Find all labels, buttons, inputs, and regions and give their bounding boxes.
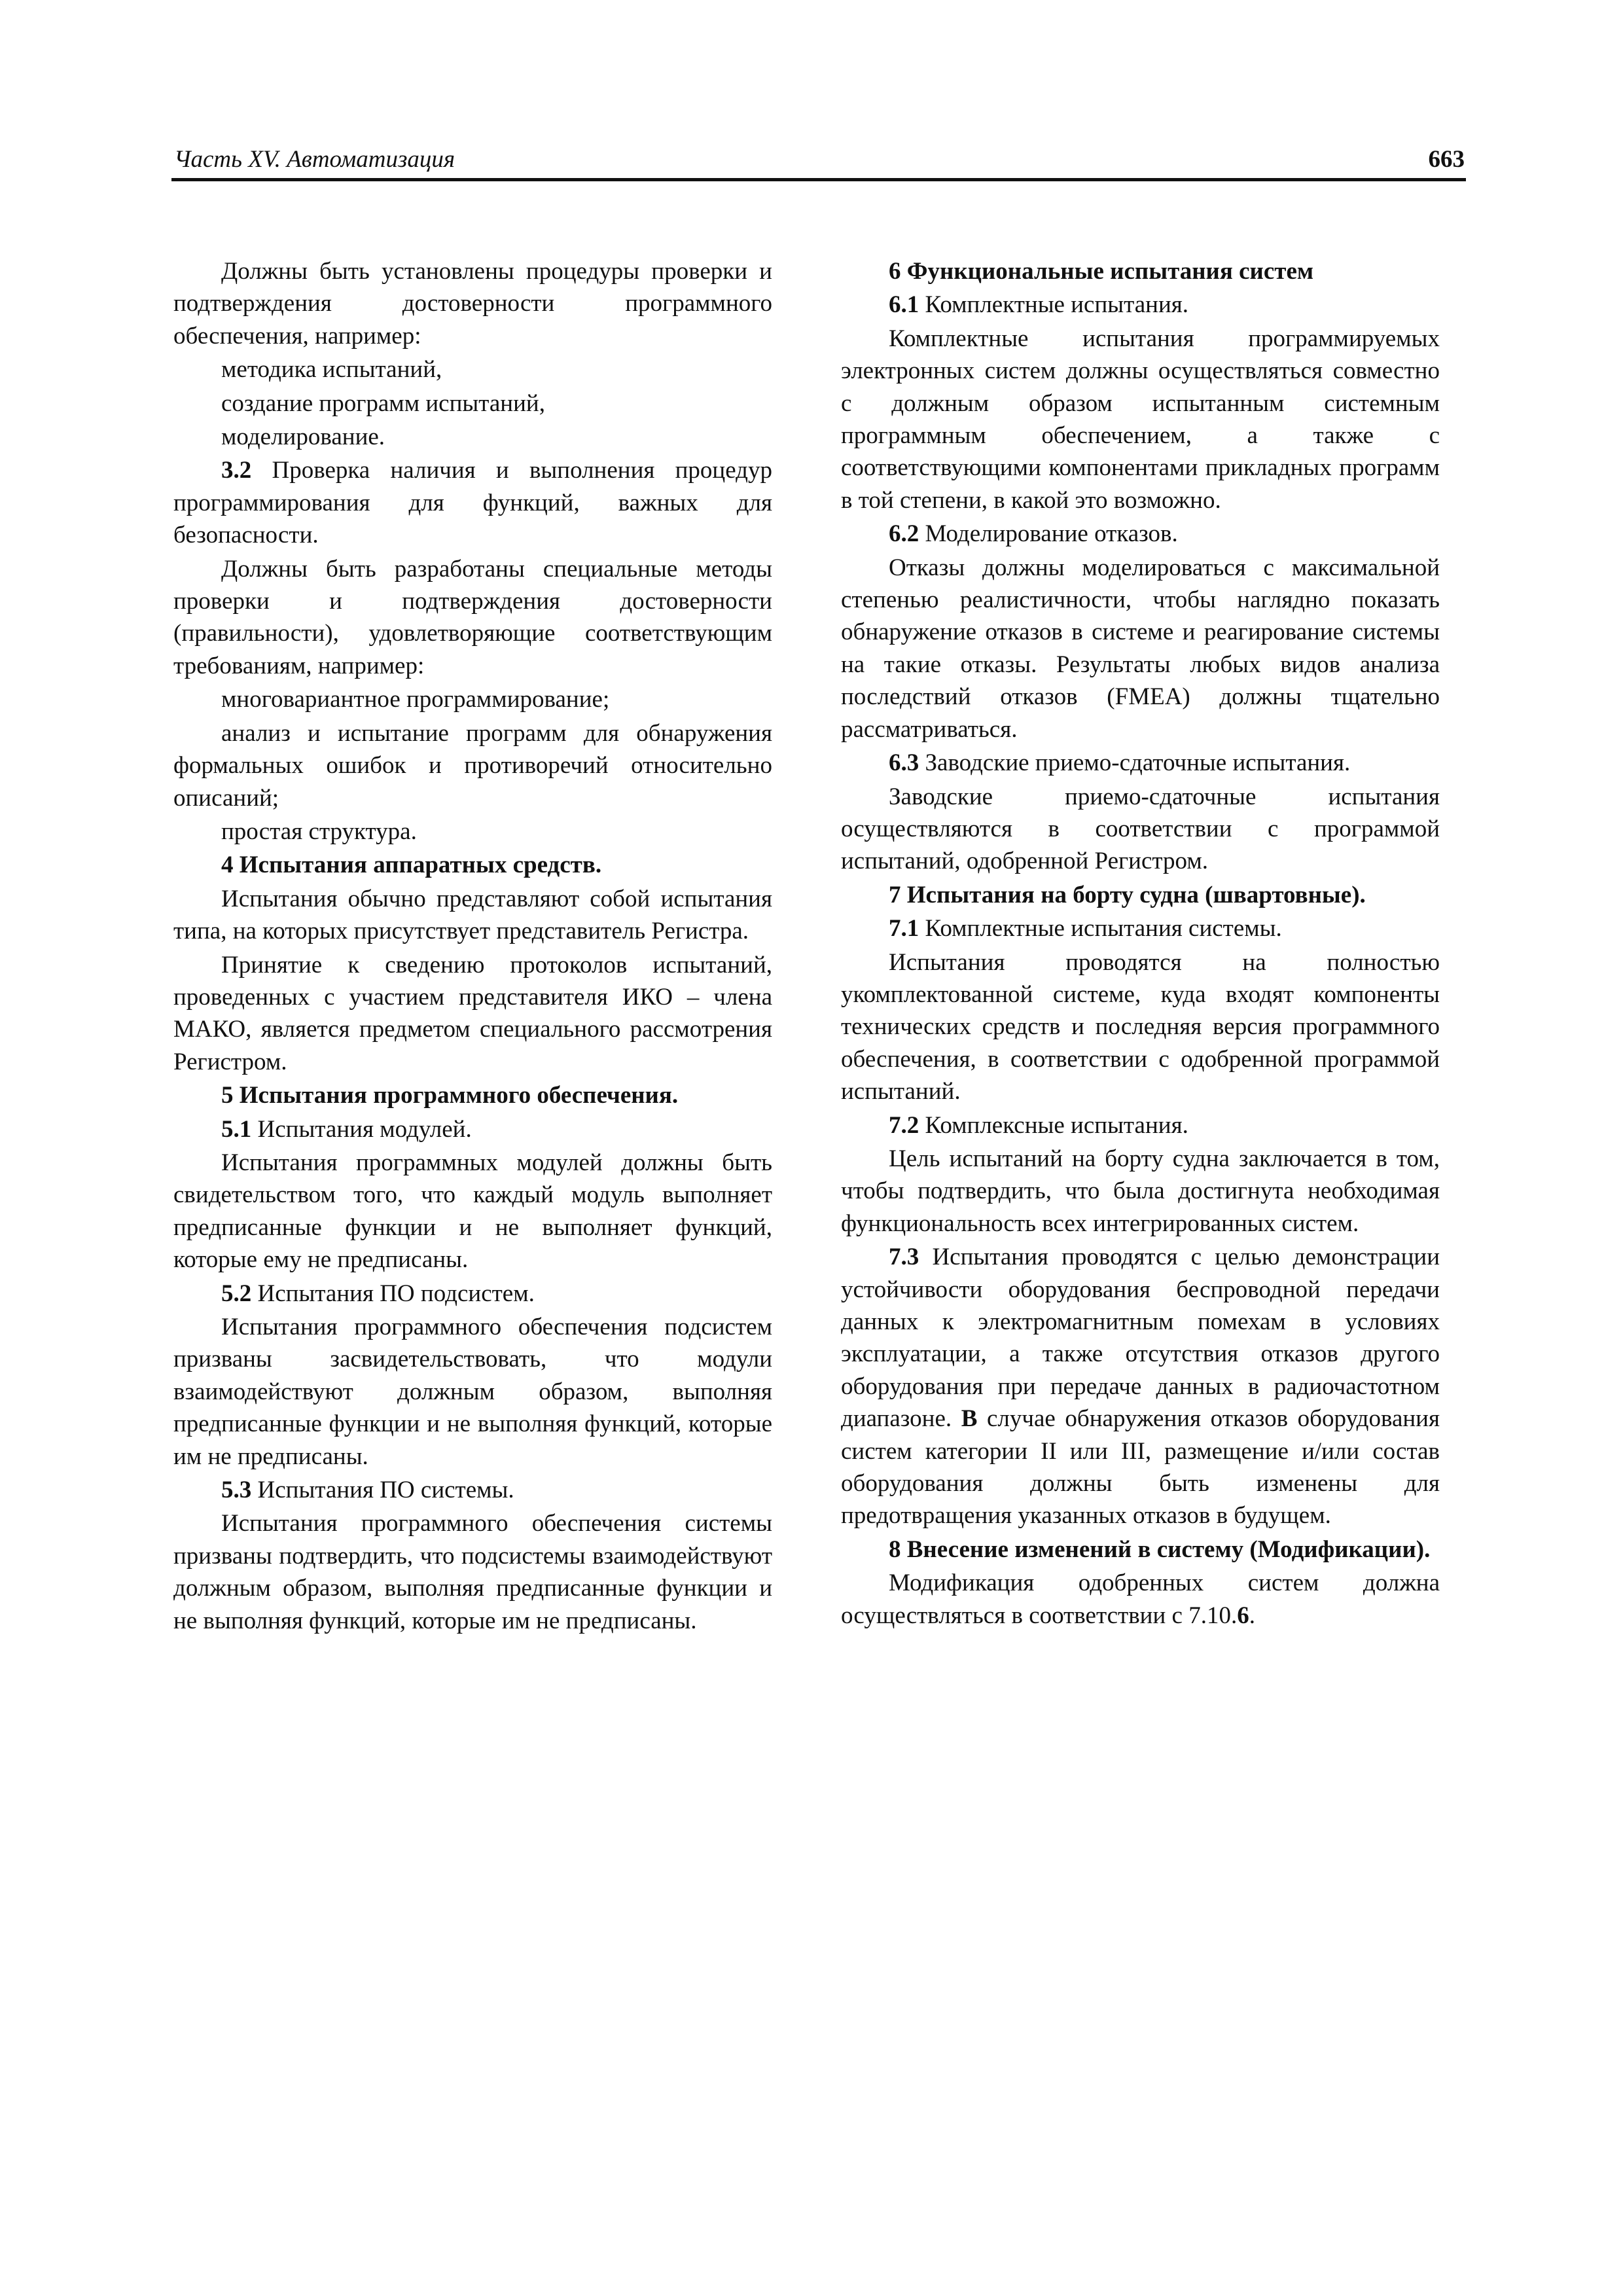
paragraph: Испытания обычно представляют собой испытания типа, на которых присутствует представитель Регистра. [173,885,772,945]
right-column [841,255,1440,1633]
section-number: 6.1 [889,291,919,319]
section-text: Комплектные испытания. [919,291,1189,319]
section-number: 5.1 [221,1115,252,1143]
paragraph [841,1567,1440,1632]
paragraph: Испытания программных модулей должны быть свидетельством того, что каждый модуль выполняет предписанные функции и не выполняет функций, которые ему не предписаны. [173,1149,772,1274]
section-6-3 [841,747,1440,779]
section-heading-8: 8 Внесение изменений в систему (Модификации). [889,1535,1431,1563]
running-title: Часть XV. Автоматизация [174,146,455,173]
header-rule [171,178,1466,181]
paragraph: Испытания проводятся на полностью укомплектованной системе, куда входят компоненты технических средств и последняя версия программного обеспечения, в соответствии с одобренной программой испытаний. [841,948,1440,1105]
section-number: 5.2 [221,1280,252,1307]
section-number: 7.1 [889,915,919,942]
page-number: 663 [1428,146,1465,173]
section-6-2 [841,518,1440,550]
section-number: 7.2 [889,1111,919,1139]
section-heading-6: 6 Функциональные испытания систем [889,258,1314,285]
section-text: Проверка наличия и выполнения процедур программирования для функций, важных для безопасности. [173,457,772,549]
section-7-3 [841,1241,1440,1532]
list-item: многовариантное программирование; [221,686,610,713]
section-3-2 [173,454,772,551]
list-item: моделирование. [221,423,385,451]
bold-digit: 6 [1237,1602,1249,1629]
section-7-2 [841,1109,1440,1141]
section-text: Комплексные испытания. [919,1111,1188,1139]
list-item: методика испытаний, [221,356,442,384]
section-7-1 [841,912,1440,944]
section-text: Испытания проводятся с целью демонстрации устойчивости оборудования беспроводной передачи данных к электромагнитным помехам в условиях эксплуатации, а также отсутствия отказов другого оборудования при передаче данных в радиочастотном диапазоне. [841,1244,1440,1433]
paragraph: Принятие к сведению протоколов испытаний, проведенных с участием представителя ИКО – члена МАКО, является предметом специального рассмотрения Регистром. [173,951,772,1075]
paragraph-text: . [1249,1602,1255,1629]
section-text: Испытания ПО системы. [251,1477,514,1504]
page-header [171,145,1466,177]
list-item: простая структура. [221,817,417,845]
paragraph: Заводские приемо-сдаточные испытания осуществляются в соответствии с программой испытаний, одобренной Регистром. [841,783,1440,875]
section-text: Моделирование отказов. [919,520,1178,548]
section-heading-5: 5 Испытания программного обеспечения. [221,1082,679,1109]
section-number: 6.2 [889,520,919,548]
left-column [173,255,772,1638]
section-heading-7: 7 Испытания на борту судна (швартовные). [889,881,1366,908]
paragraph: Должны быть разработаны специальные методы проверки и подтверждения достоверности (правильности), удовлетворяющие соответствующим требованиям, например: [173,555,772,679]
paragraph: Должны быть установлены процедуры проверки и подтверждения достоверности программного обеспечения, например: [173,258,772,350]
section-5-3 [173,1474,772,1506]
bold-letter: В [961,1405,978,1433]
section-5-1 [173,1113,772,1145]
section-number: 3.2 [221,457,252,484]
list-item: создание программ испытаний, [221,389,545,417]
list-item: анализ и испытание программ для обнаружения формальных ошибок и противоречий относительно описаний; [173,719,772,812]
section-number: 5.3 [221,1477,252,1504]
section-heading-4: 4 Испытания аппаратных средств. [221,852,602,879]
section-text: Заводские приемо-сдаточные испытания. [919,749,1351,777]
paragraph: Испытания программного обеспечения подсистем призваны засвидетельствовать, что модули взаимодействуют должным образом, выполняя предписанные функции и не выполняя функций, которые им не предписаны. [173,1314,772,1470]
paragraph: Отказы должны моделироваться с максимальной степенью реалистичности, чтобы наглядно показать обнаружение отказов в системе и реагирование системы на такие отказы. Результаты любых видов анализа последствий отказов (FMEA) должны тщательно рассматриваться. [841,554,1440,743]
section-number: 6.3 [889,749,919,777]
paragraph-text: Модификация одобренных систем должна осуществляться в соответствии с 7.10. [841,1570,1440,1629]
paragraph: Цель испытаний на борту судна заключается в том, чтобы подтвердить, что была достигнута необходимая функциональность всех интегрированных систем. [841,1145,1440,1237]
section-text: Испытания модулей. [251,1115,472,1143]
paragraph: Комплектные испытания программируемых электронных систем должны осуществляться совместно с должным образом испытанным системным программным обеспечением, а также с соответствующими компонентами прикладных программ в той степени, в какой это возможно. [841,325,1440,514]
paragraph: Испытания программного обеспечения системы призваны подтвердить, что подсистемы взаимодействуют должным образом, выполняя предписанные функции и не выполняя функций, которые им не предписаны. [173,1510,772,1634]
section-text: Испытания ПО подсистем. [251,1280,535,1307]
section-text: случае обнаружения отказов оборудования систем категории II или III, размещение и/или состав оборудования должны быть изменены для предотвращения указанных отказов в будущем. [841,1405,1440,1530]
section-5-2 [173,1278,772,1310]
section-number: 7.3 [889,1244,919,1271]
section-6-1 [841,289,1440,321]
section-text: Комплектные испытания системы. [919,915,1282,942]
